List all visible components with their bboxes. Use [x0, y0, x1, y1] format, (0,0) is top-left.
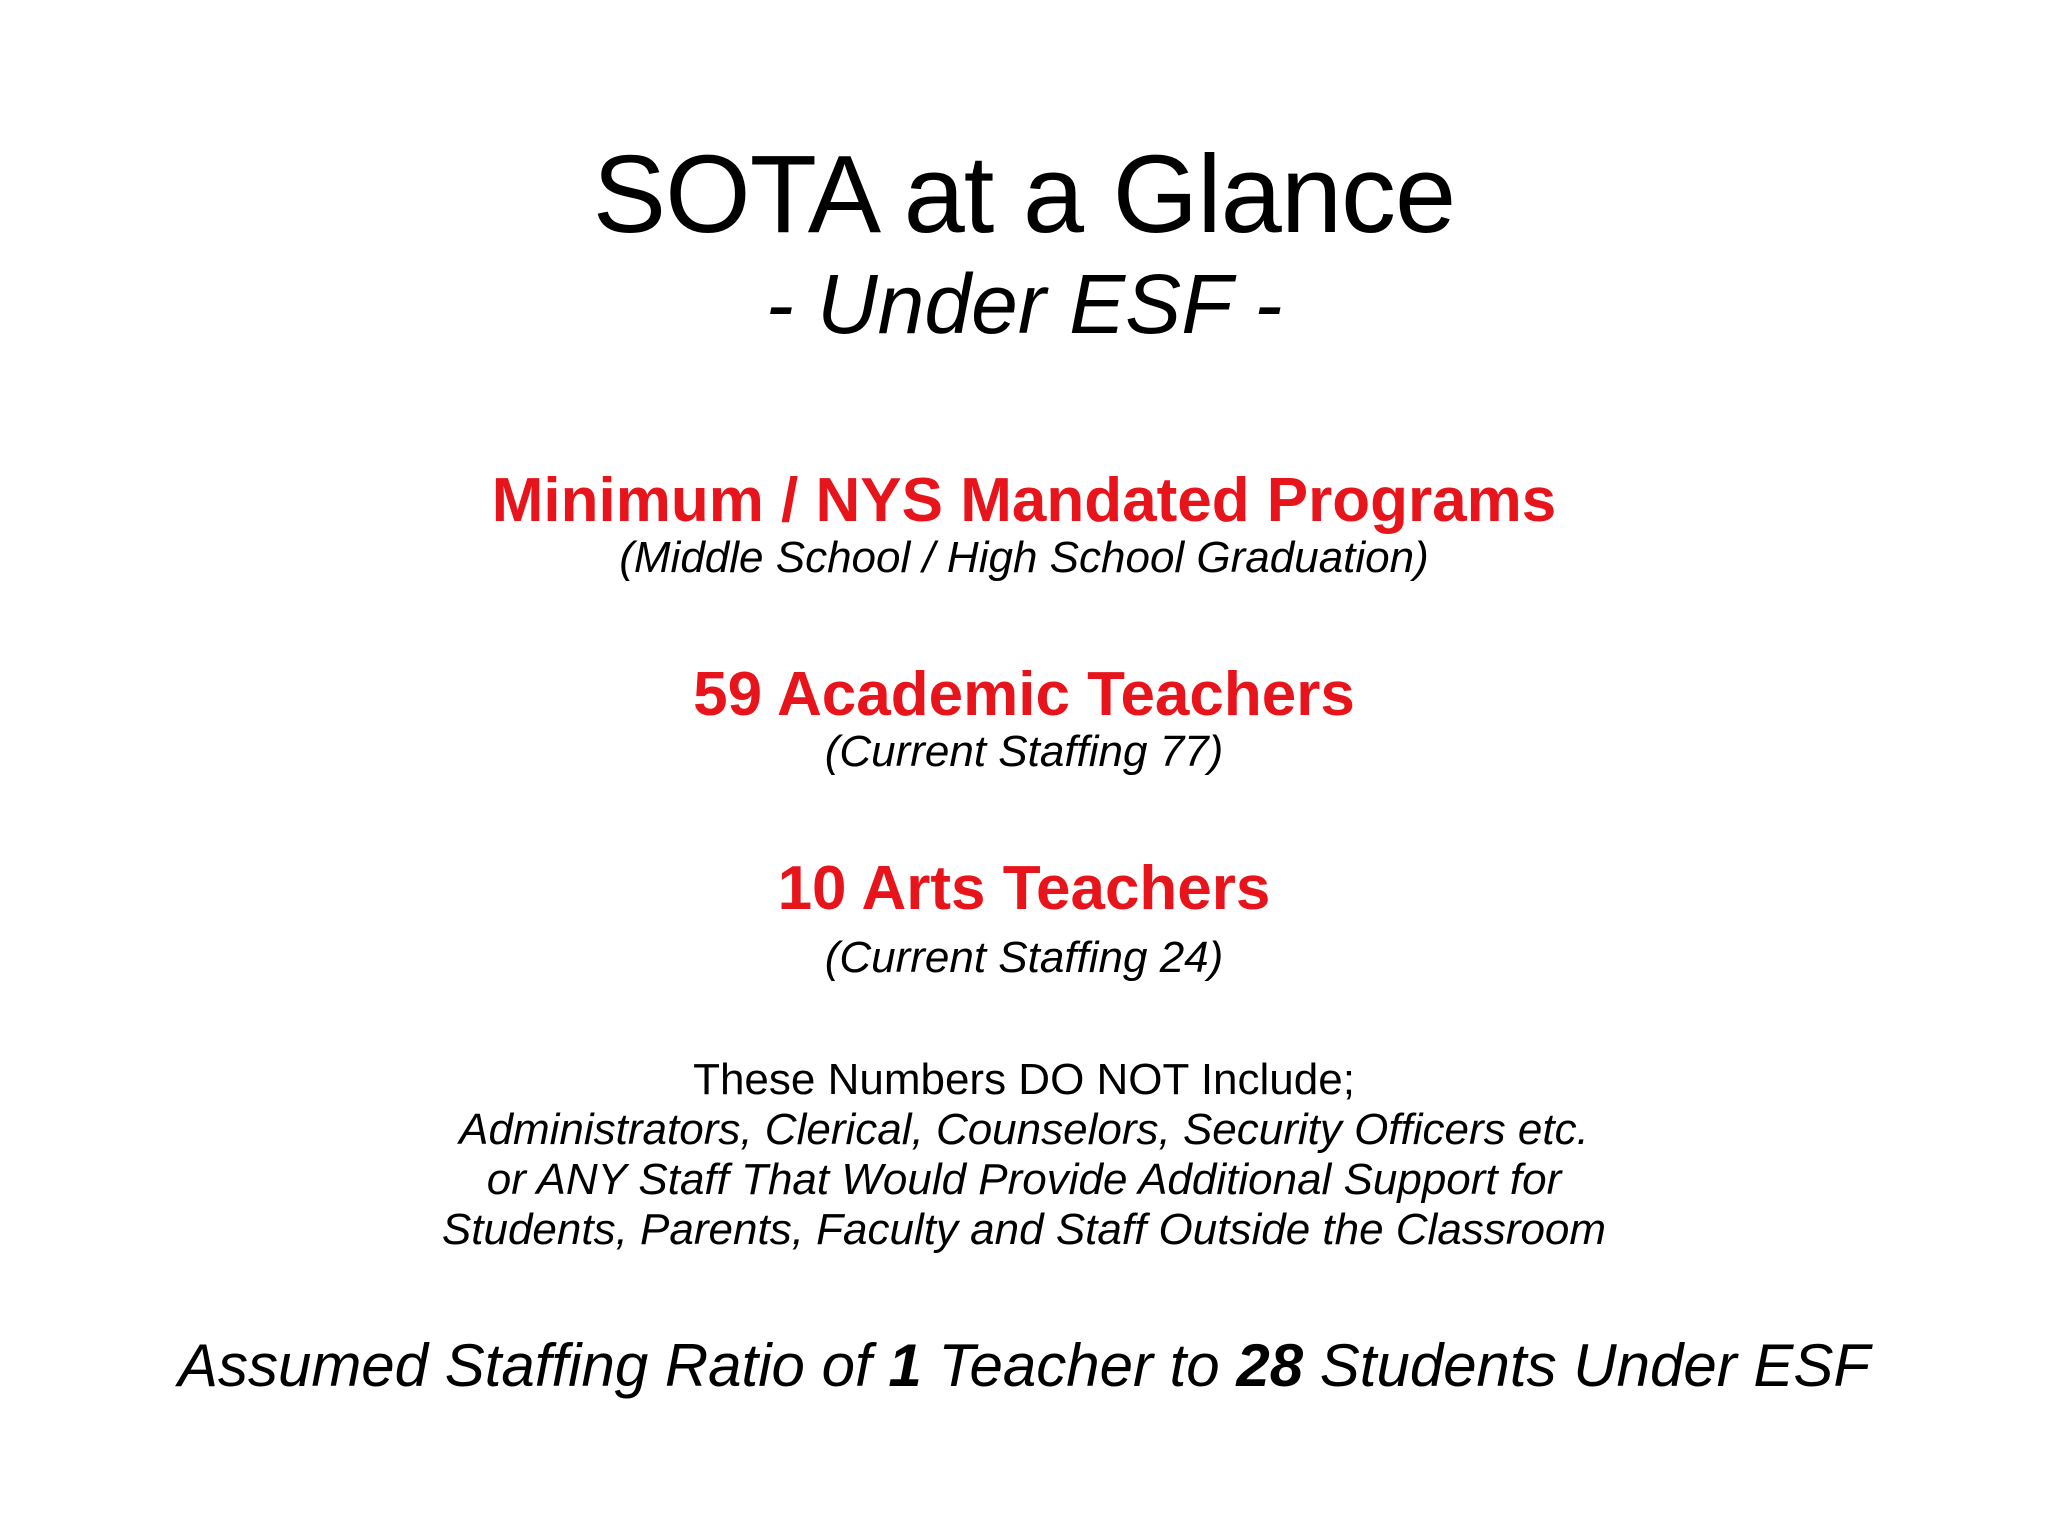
exclusions-heading: These Numbers DO NOT Include; — [693, 1055, 1355, 1104]
section-note-academic-teachers: (Current Staffing 77) — [824, 727, 1224, 776]
section-heading-mandated-programs: Minimum / NYS Mandated Programs — [491, 466, 1557, 535]
section-heading-academic-teachers: 59 Academic Teachers — [693, 660, 1355, 729]
section-note-mandated-programs: (Middle School / High School Graduation) — [619, 533, 1429, 582]
exclusions-line: or ANY Staff That Would Provide Additional Support for — [486, 1155, 1562, 1204]
section-note-arts-teachers: (Current Staffing 24) — [824, 933, 1224, 982]
ratio-suffix: Students Under ESF — [1303, 1332, 1871, 1399]
ratio-teachers-count: 1 — [888, 1332, 922, 1399]
page-title: SOTA at a Glance — [592, 133, 1456, 256]
staffing-ratio — [0, 1332, 2048, 1399]
ratio-middle: Teacher to — [921, 1332, 1237, 1399]
exclusions-line: Students, Parents, Faculty and Staff Outside the Classroom — [441, 1205, 1607, 1254]
ratio-prefix: Assumed Staffing Ratio of — [177, 1332, 889, 1399]
exclusions-line: Administrators, Clerical, Counselors, Security Officers etc. — [459, 1105, 1589, 1154]
page-subtitle: - Under ESF - — [765, 257, 1283, 351]
section-heading-arts-teachers: 10 Arts Teachers — [777, 854, 1271, 923]
ratio-students-count: 28 — [1236, 1332, 1304, 1399]
